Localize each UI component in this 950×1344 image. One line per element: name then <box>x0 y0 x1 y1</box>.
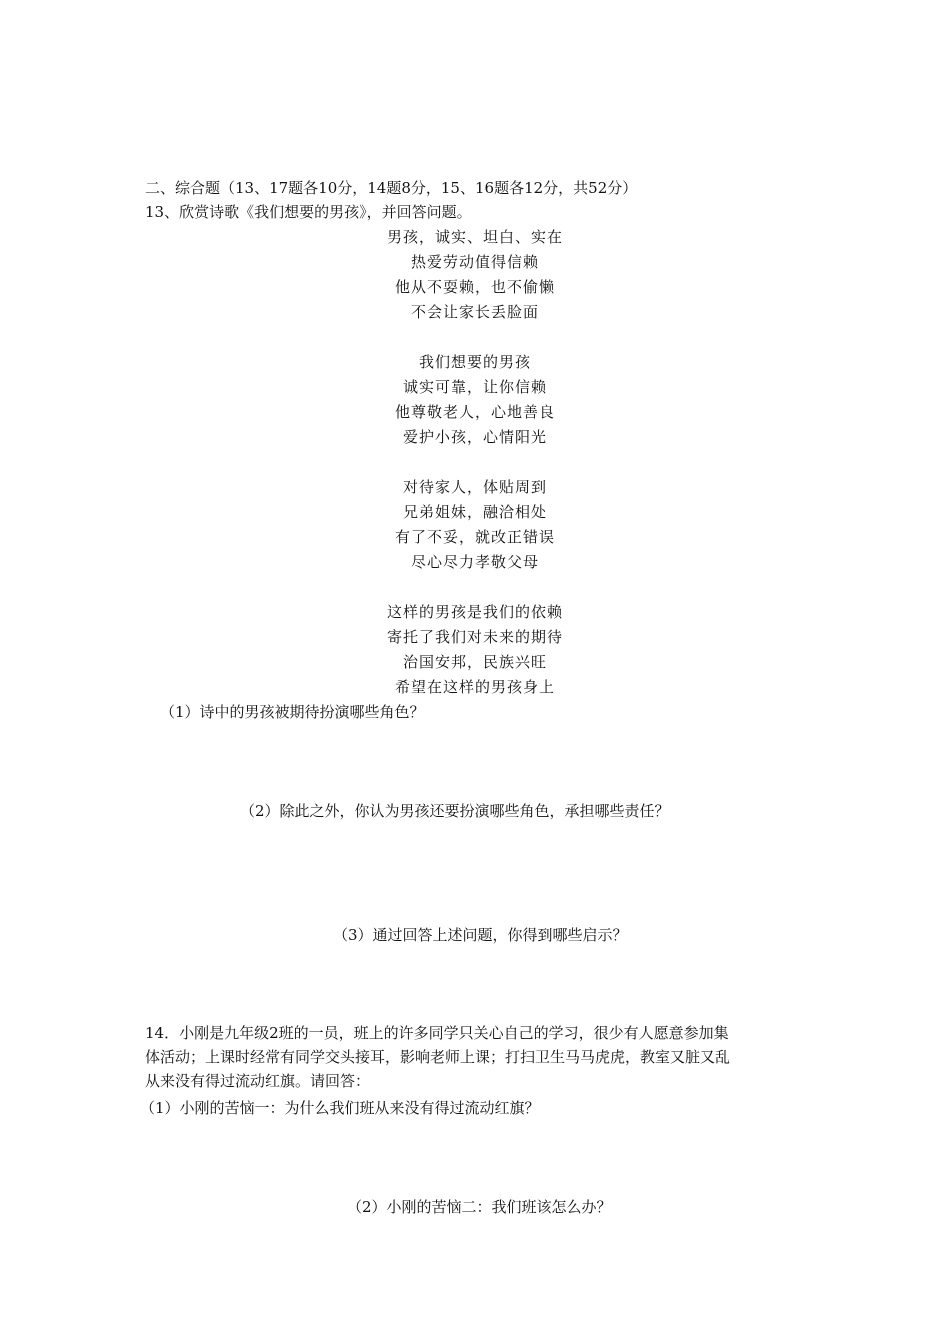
question-14-stem-line: 体活动；上课时经常有同学交头接耳，影响老师上课；打扫卫生马马虎虎，教室又脏又乱 <box>145 1048 731 1066</box>
question-13-sub-2: （2）除此之外，你认为男孩还要扮演哪些角色，承担哪些责任？ <box>240 802 670 820</box>
poem-line: 他从不耍赖，也不偷懒 <box>394 278 555 296</box>
poem-line: 男孩，诚实、坦白、实在 <box>386 228 563 246</box>
poem-line: 诚实可靠，让你信赖 <box>402 378 547 396</box>
poem-line: 他尊敬老人，心地善良 <box>394 403 555 421</box>
question-13-sub-1: （1）诗中的男孩被期待扮演哪些角色？ <box>160 703 425 721</box>
question-14-sub-2: （2）小刚的苦恼二：我们班该怎么办？ <box>347 1198 612 1216</box>
question-14-stem-line: 从来没有得过流动红旗。请回答： <box>145 1072 371 1090</box>
poem-line: 爱护小孩，心情阳光 <box>402 428 547 446</box>
poem-line: 这样的男孩是我们的依赖 <box>386 603 563 621</box>
question-14-stem-line: 14．小刚是九年级2班的一员，班上的许多同学只关心自己的学习，很少有人愿意参加集 <box>145 1024 729 1042</box>
poem-line: 尽心尽力孝敬父母 <box>410 553 539 571</box>
poem-line: 对待家人，体贴周到 <box>402 478 547 496</box>
poem-line: 热爱劳动值得信赖 <box>410 253 539 271</box>
poem-line: 不会让家长丢脸面 <box>410 303 539 321</box>
section-title: 二、综合题（13、17题各10分，14题8分，15、16题各12分，共52分） <box>145 179 638 197</box>
question-14-sub-1: （1）小刚的苦恼一：为什么我们班从来没有得过流动红旗？ <box>140 1099 540 1117</box>
poem-line: 有了不妥，就改正错误 <box>394 528 555 546</box>
question-13-stem: 13、欣赏诗歌《我们想要的男孩》，并回答问题。 <box>145 203 472 221</box>
poem-line: 我们想要的男孩 <box>418 353 531 371</box>
poem-line: 寄托了我们对未来的期待 <box>386 628 563 646</box>
poem-line: 希望在这样的男孩身上 <box>394 678 555 696</box>
poem-line: 治国安邦，民族兴旺 <box>402 653 547 671</box>
poem-line: 兄弟姐妹，融洽相处 <box>402 503 547 521</box>
question-13-sub-3: （3）通过回答上述问题，你得到哪些启示？ <box>333 926 628 944</box>
question-14-stem <box>145 1021 825 1093</box>
